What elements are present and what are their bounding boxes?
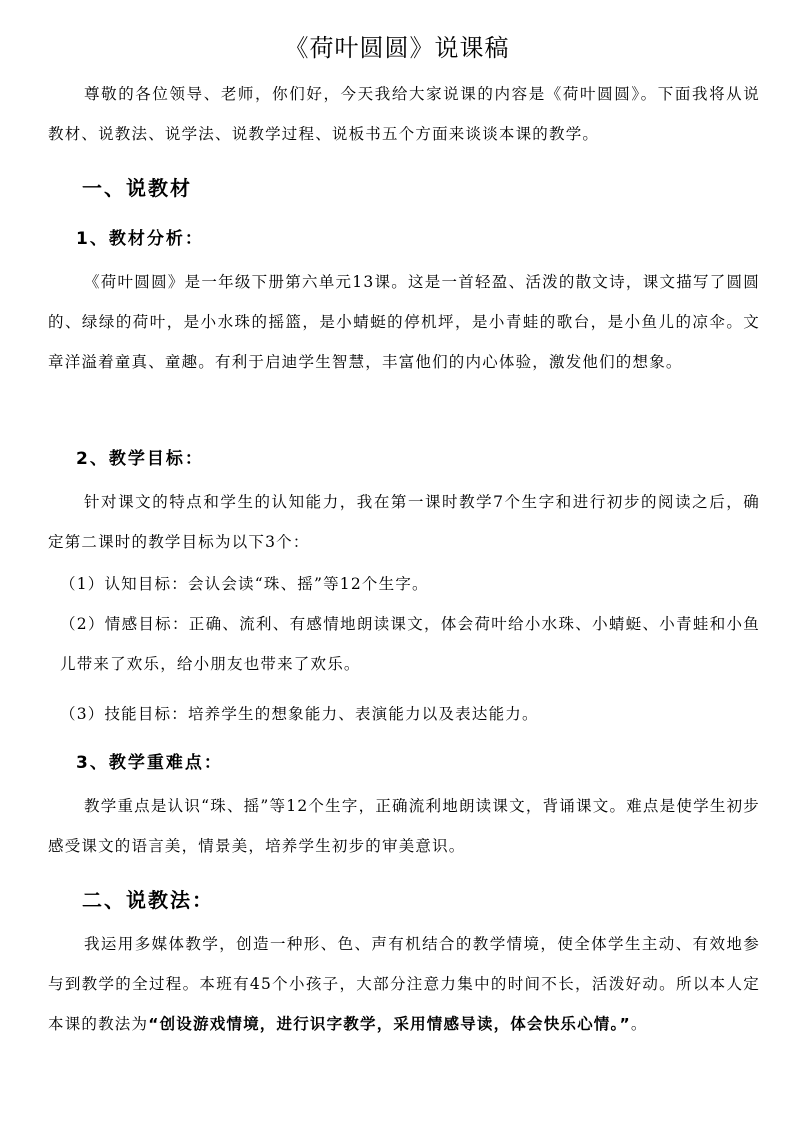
goal-skill: （3）技能目标：培养学生的想象能力、表演能力以及表达能力。: [60, 705, 539, 723]
teaching-method-bold: “创设游戏情境，进行识字教学，采用情感导读，体会快乐心情。”: [148, 1015, 631, 1033]
teaching-goals-paragraph: 针对课文的特点和学生的认知能力，我在第一课时教学7个生字和进行初步的阅读之后，确定第二课时的教学目标为以下3个：: [48, 493, 760, 551]
teaching-method-paragraph: [48, 924, 760, 1044]
goal-cognitive: （1）认知目标：会认会读“珠、摇”等12个生字。: [60, 575, 429, 593]
subheading-key-difficulties: 3、教学重难点：: [76, 753, 223, 773]
section-heading-textbook: 一、说教材: [82, 176, 192, 200]
teaching-method-end: 。: [630, 1015, 648, 1033]
intro-paragraph: 尊敬的各位领导、老师，你们好，今天我给大家说课的内容是《荷叶圆圆》。下面我将从说教材、说教法、说学法、说教学过程、说板书五个方面来谈谈本课的教学。: [48, 85, 760, 143]
subheading-teaching-goals: 2、教学目标：: [76, 449, 204, 469]
page-title: 《荷叶圆圆》说课稿: [284, 34, 510, 62]
teaching-method-text: 我运用多媒体教学，创造一种形、色、声有机结合的教学情境，使全体学生主动、有效地参与到教学的全过程。本班有45个小孩子，大部分注意力集中的时间不长，活泼好动。所以本人定本课的教法为: [48, 935, 760, 1033]
textbook-analysis-paragraph: 《荷叶圆圆》是一年级下册第六单元13课。这是一首轻盈、活泼的散文诗，课文描写了圆圆的、绿绿的荷叶，是小水珠的摇篮，是小蜻蜓的停机坪，是小青蛙的歌台，是小鱼儿的凉伞。文章洋溢着童真、童趣。有利于启迪学生智慧，丰富他们的内心体验，激发他们的想象。: [48, 273, 760, 371]
section-heading-teaching-method: 二、说教法：: [82, 888, 214, 912]
subheading-textbook-analysis: 1、教材分析：: [76, 229, 204, 249]
goal-emotional: （2）情感目标：正确、流利、有感情地朗读课文，体会荷叶给小水珠、小蜻蜓、小青蛙和小鱼儿带来了欢乐，给小朋友也带来了欢乐。: [60, 615, 760, 673]
key-difficulties-paragraph: 教学重点是认识“珠、摇”等12个生字，正确流利地朗读课文，背诵课文。难点是使学生初步感受课文的语言美，情景美，培养学生初步的审美意识。: [48, 797, 760, 855]
